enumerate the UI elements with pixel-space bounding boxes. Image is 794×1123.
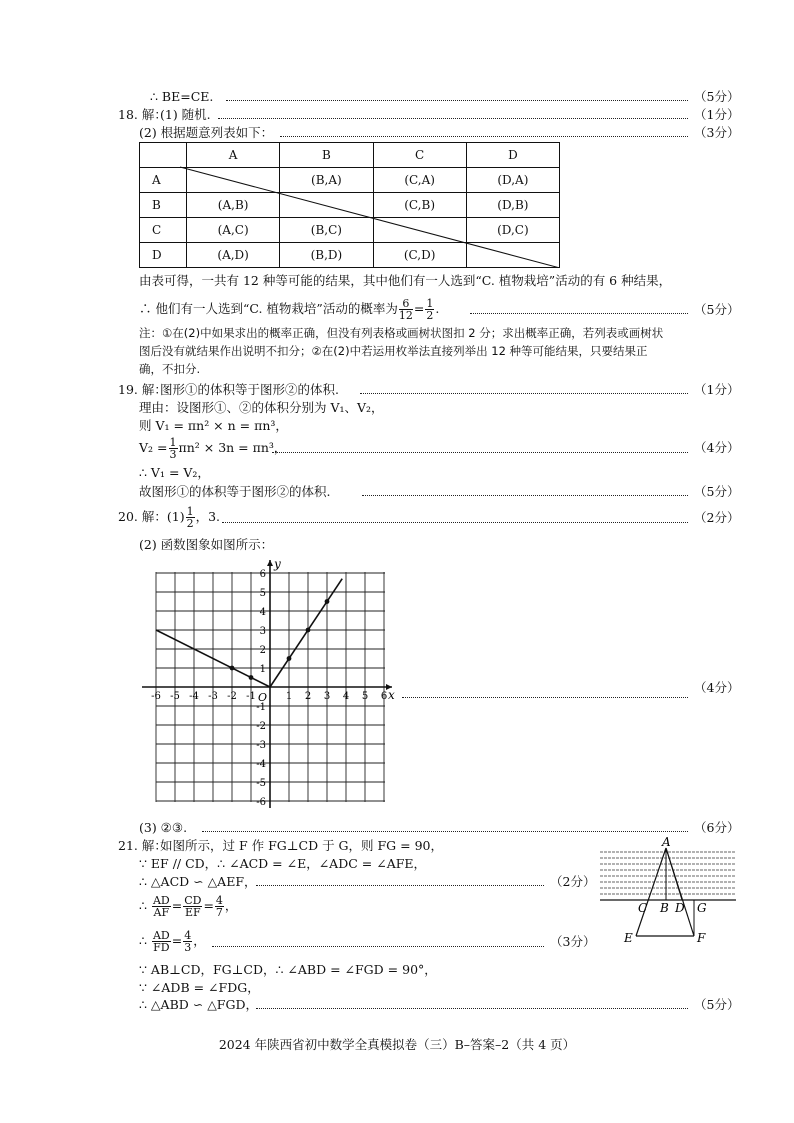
table-cell: (A,C) [187,218,280,243]
leader-dots [218,118,688,119]
fraction [399,298,413,321]
q19-line: 理由：设图形①、②的体积分别为 V₁、V₂， [139,400,384,415]
graph-tick-labels [151,569,387,808]
question-number: 20. 解： [118,509,167,524]
fraction-numerator: AD [152,894,170,907]
graph-axes [142,557,395,808]
score-label: （5分） [694,484,740,499]
y-tick-label: 3 [259,626,266,637]
table-cell: (D,C) [466,218,559,243]
y-tick-label: -6 [256,797,266,808]
fraction-denominator: AF [153,906,170,919]
table-row-header: A [140,168,187,193]
diagonal-line [180,167,560,268]
y-tick-label: 1 [259,664,266,675]
fraction [186,506,195,529]
q18-part2: (2) 根据题意列表如下： [139,125,274,140]
table-cell: (B,D) [280,243,373,268]
table-col-header: C [373,143,466,168]
y-axis-label: y [274,557,281,571]
y-axis-arrow [267,560,273,566]
series-line [270,579,342,687]
leader-dots [360,393,688,394]
fraction-denominator: 12 [398,309,413,322]
score-label: （2分） [694,510,740,525]
x-tick-label: -4 [189,691,199,702]
score-label: （1分） [694,107,740,122]
leader-dots [256,885,544,886]
fraction [183,930,192,953]
leader-dots [202,831,688,832]
fraction-denominator: 7 [215,906,223,919]
leader-dots [470,313,688,314]
q19-line: 故图形①的体积等于图形②的体积. [139,484,331,499]
leader-dots [222,522,688,523]
x-axis-label: x [388,688,395,702]
leader-dots [256,1008,688,1009]
label-B: B [660,901,669,915]
q18-probability [139,296,439,322]
score-label: （5分） [694,997,740,1012]
leader-dots [272,452,688,453]
equals-sign: = [413,301,425,316]
x-tick-label: -1 [246,691,256,702]
x-tick-label: -5 [170,691,180,702]
leader-dots [212,946,544,947]
fraction-denominator: FD [153,941,170,954]
q21-figure [598,836,738,946]
q19-line: 图形①的体积等于图形②的体积. [160,382,339,397]
fraction [215,895,224,918]
q21-line: 如图所示，过 F 作 FG⊥CD 于 G，则 FG = 90， [160,838,443,853]
period: . [435,301,440,316]
data-point [287,656,292,661]
x-tick-label: -6 [151,691,161,702]
data-point [230,666,235,671]
table-row-header: D [140,243,187,268]
q19-line: ∴ V₁ = V₂， [139,465,210,480]
table-col-header: D [466,143,559,168]
label-F: F [697,931,706,945]
fraction [152,895,171,918]
q20-part1 [118,504,220,530]
x-tick-label: 3 [323,691,331,702]
table-cell: (B,C) [280,218,373,243]
score-label: （4分） [694,680,740,695]
score-label: （4分） [694,440,740,455]
data-point [249,675,254,680]
q18-conclusion: 由表可得，一共有 12 种等可能的结果，其中他们有一人选到“C. 植物栽培”活动的有 6 种结果， [139,273,672,288]
table-diagonal [139,142,560,268]
x-tick-label: -2 [227,691,237,702]
fraction-denominator: 3 [169,448,177,461]
table-cell: (D,B) [466,193,559,218]
x-tick-label: -3 [208,691,218,702]
score-label: （1分） [694,382,740,397]
data-point [325,599,330,604]
fraction-numerator: 6 [399,298,413,310]
q18-note-line: 图后没有就结果作出说明不扣分；②在(2)中若运用枚举法直接列举出 12 种等可能结果，只要结果正 [139,344,648,358]
fraction-denominator: EF [184,906,201,919]
question-number: 18. 解： [118,107,167,122]
function-graph [140,556,400,812]
graph-series [156,579,342,687]
fraction-numerator: 1 [186,505,194,518]
fraction [152,930,171,953]
table-cell: (B,A) [280,168,373,193]
question-number: 19. 解： [118,382,167,397]
q20-part1-suffix: ，3. [195,509,221,524]
fraction-numerator: 1 [169,436,177,449]
y-tick-label: 6 [259,569,266,580]
table-col-header: B [280,143,373,168]
y-tick-label: -2 [256,721,266,732]
score-label: （5分） [694,89,740,104]
q18-prob-text: ∴ 他们有一人选到“C. 植物栽培”活动的概率为 [139,301,398,316]
page-footer: 2024 年陕西省初中数学全真模拟卷（三）B–答案–2（共 4 页） [218,1037,576,1052]
segment-AE [636,848,666,936]
label-D: D [675,901,685,915]
river-hatching [600,852,736,894]
x-tick-label: 1 [285,691,293,702]
q19-line: 则 V₁ = πn² × n = πn³， [139,418,288,433]
score-label: （2分） [550,874,596,889]
y-tick-label: -3 [256,740,266,751]
score-label: （3分） [694,125,740,140]
y-tick-label: -5 [256,778,266,789]
q17-conclusion: ∴ BE=CE. [150,89,214,104]
table-cell: (A,D) [187,243,280,268]
q18-note-line: 注：①在(2)中如果求出的概率正确，但没有列表格或画树状图扣 2 分；求出概率正确，若列表或画树状 [139,326,664,340]
score-label: （6分） [694,820,740,835]
fraction-denominator: 2 [186,517,194,530]
q21-line: ∵ ∠ADB = ∠FDG， [139,980,260,995]
x-tick-label: 6 [380,691,388,702]
label-E: E [624,931,633,945]
fraction-numerator: 4 [184,929,192,942]
table-cell: (C,D) [373,243,466,268]
q21-ratio-line: ∴ $\frac{AD}{FD}$ = $\frac{4}{3}$ ， [139,929,206,954]
leader-dots [402,697,688,698]
y-tick-label: 2 [259,645,266,656]
table-col-header: A [187,143,280,168]
q19-v2-prefix: V₂ = [139,440,168,455]
label-A: A [662,836,671,849]
x-tick-label: 4 [342,691,350,702]
data-point [306,628,311,633]
label-C: C [638,901,648,915]
table-cell: (A,B) [187,193,280,218]
leader-dots [362,495,688,496]
fraction-numerator: 4 [215,894,223,907]
x-tick-label: 5 [361,691,369,702]
question-number: 21. 解： [118,838,167,853]
x-tick-label: 2 [304,691,312,702]
table-row-header: B [140,193,187,218]
q21-line: ∵ EF // CD，∴ ∠ACD = ∠E，∠ADC = ∠AFE， [139,856,427,871]
score-label: （3分） [550,934,596,949]
y-tick-label: 5 [259,588,266,599]
y-tick-label: -1 [256,702,266,713]
y-tick-label: 4 [259,607,266,618]
fraction-numerator: CD [184,894,202,907]
q21-line: ∴ △ABD ∽ △FGD， [139,997,258,1012]
leader-dots [226,100,688,101]
q20-part3: (3) ②③. [139,820,188,835]
q21-line: ∵ AB⊥CD，FG⊥CD，∴ ∠ABD = ∠FGD = 90°， [139,962,437,977]
table-cell: (C,B) [373,193,466,218]
segment-AD [666,848,682,900]
fraction [169,437,178,460]
q20-part2: (2) 函数图象如图所示： [139,537,274,552]
q18-part1: (1) 随机. [160,107,211,122]
q18-note-line: 确，不扣分. [139,362,201,376]
q21-ratio-line: ∴ $\frac{AD}{AF}$ = $\frac{CD}{EF}$ = $\frac{4}{7}$ ， [139,894,238,919]
q20-part-label: (1) [166,509,185,524]
score-label: （5分） [694,302,740,317]
fraction-numerator: AD [152,929,170,942]
fraction-denominator: 2 [426,309,434,322]
fraction-numerator: 1 [426,297,434,310]
label-G: G [697,901,707,915]
fraction [183,895,202,918]
fraction-denominator: 3 [184,941,192,954]
leader-dots [280,136,688,137]
origin-label: O [258,691,268,704]
table-cell: (C,A) [373,168,466,193]
q19-v2-line [139,435,286,461]
fraction [425,298,434,321]
table-row-header: C [140,218,187,243]
table-cell: (D,A) [466,168,559,193]
q21-line: ∴ △ACD ∽ △AEF， [139,874,257,889]
y-tick-label: -4 [256,759,266,770]
q19-v2-suffix: πn² × 3n = πn³， [178,440,287,455]
